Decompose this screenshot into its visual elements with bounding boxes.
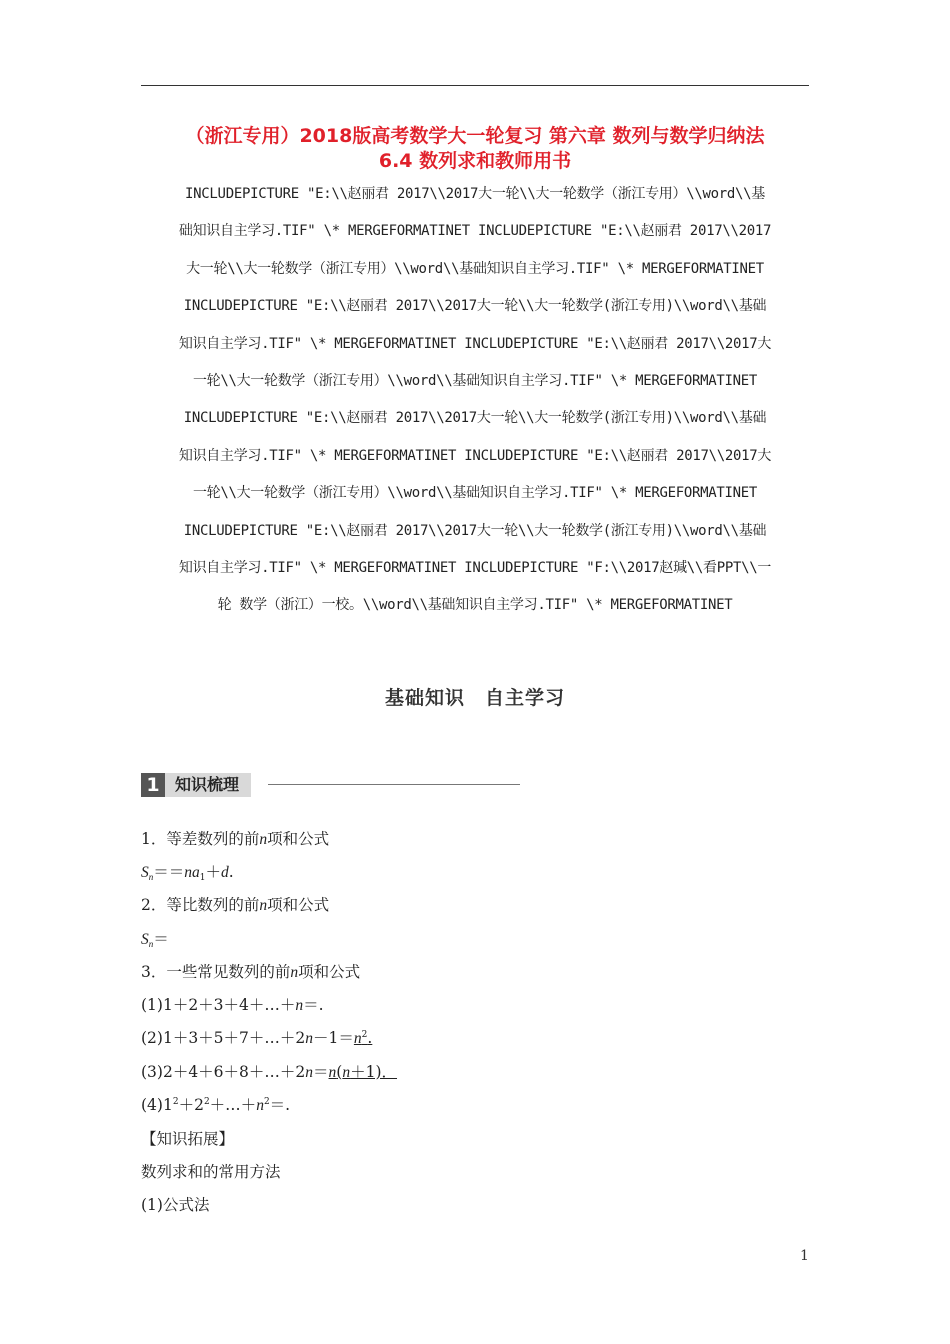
- item-1: [141, 827, 329, 849]
- title-line-1: （浙江专用）2018版高考数学大一轮复习 第六章 数列与数学归纳法: [185, 125, 765, 147]
- text: 3．一些常见数列的前: [141, 963, 291, 981]
- field-code-line: INCLUDEPICTURE "E:\\赵丽君 2017\\2017大一轮\\大一轮数学(浙江专用)\\word\\基础: [183, 298, 767, 315]
- field-code-line: 础知识自主学习.TIF" \* MERGEFORMATINET INCLUDEPICTURE "E:\\赵丽君 2017\\2017: [178, 223, 772, 240]
- text: 项和公式: [267, 896, 330, 914]
- math-var: n: [305, 1064, 314, 1081]
- field-code-line: INCLUDEPICTURE "E:\\赵丽君 2017\\2017大一轮\\大一轮数学(浙江专用)\\word\\基础: [183, 410, 767, 427]
- math-subscript: 1: [199, 873, 206, 883]
- math-var: S: [141, 864, 149, 881]
- text: －1＝: [313, 1029, 354, 1047]
- text: (3)2＋4＋6＋8＋…＋2: [141, 1063, 306, 1081]
- field-code-line: INCLUDEPICTURE "E:\\赵丽君 2017\\2017大一轮\\大一轮数学（浙江专用）\\word\\基: [185, 186, 765, 202]
- field-code-line: 知识自主学习.TIF" \* MERGEFORMATINET INCLUDEPICTURE "E:\\赵丽君 2017\\2017大: [178, 447, 772, 464]
- field-code-line: 一轮\\大一轮数学（浙江专用）\\word\\基础知识自主学习.TIF" \* MERGEFORMATINET: [192, 373, 758, 390]
- field-code-line: 大一轮\\大一轮数学（浙江专用）\\word\\基础知识自主学习.TIF" \* MERGEFORMATINET: [186, 260, 764, 277]
- text: ＋2: [178, 1096, 204, 1114]
- field-code-line: 轮 数学（浙江）一校。\\word\\基础知识自主学习.TIF" \* MERGEFORMATINET: [217, 597, 733, 614]
- math-superscript: 2: [263, 1097, 270, 1107]
- item-2-formula: [141, 927, 169, 949]
- document-title: [141, 124, 809, 174]
- math-var: d: [221, 864, 229, 881]
- methods-title: 数列求和的常用方法: [141, 1163, 281, 1181]
- badge-label: 知识梳理: [165, 773, 251, 797]
- section-heading: 基础知识 自主学习: [384, 687, 565, 709]
- text: .: [228, 863, 234, 881]
- math-var: n: [342, 1064, 351, 1081]
- formula-4: [141, 1093, 290, 1115]
- field-code-line: INCLUDEPICTURE "E:\\赵丽君 2017\\2017大一轮\\大一轮数学(浙江专用)\\word\\基础: [183, 522, 767, 539]
- math-superscript: 2: [361, 1030, 368, 1040]
- text: (4)1: [141, 1096, 173, 1114]
- formula-2: [141, 1026, 372, 1048]
- field-code-line: 一轮\\大一轮数学（浙江专用）\\word\\基础知识自主学习.TIF" \* MERGEFORMATINET: [192, 485, 758, 502]
- math-superscript: 2: [203, 1097, 210, 1107]
- text: (2)1＋3＋5＋7＋…＋2: [141, 1029, 306, 1047]
- text: ＝.: [303, 996, 324, 1014]
- field-code-line: 知识自主学习.TIF" \* MERGEFORMATINET INCLUDEPICTURE "E:\\赵丽君 2017\\2017大: [178, 335, 772, 352]
- math-superscript: 2: [172, 1097, 179, 1107]
- text: ＝＝: [153, 863, 185, 881]
- math-subscript: n: [148, 939, 154, 949]
- formula-3: [141, 1060, 397, 1082]
- text: ＝.: [269, 1096, 291, 1114]
- page-number: 1: [800, 1248, 809, 1264]
- item-1-formula: [141, 860, 234, 883]
- text: 1．等差数列的前: [141, 830, 260, 848]
- badge-number: 1: [141, 773, 165, 797]
- text: .: [367, 1029, 373, 1047]
- text: 项和公式: [298, 963, 361, 981]
- title-line-2: 6.4 数列求和教师用书: [378, 150, 572, 172]
- text: 项和公式: [267, 830, 330, 848]
- field-code-line: 知识自主学习.TIF" \* MERGEFORMATINET INCLUDEPICTURE "F:\\2017赵瑊\\看PPT\\一: [178, 560, 772, 577]
- text: ＝: [313, 1063, 329, 1081]
- math-var: n: [353, 1030, 362, 1047]
- text: (1)1＋2＋3＋4＋…＋: [141, 996, 296, 1014]
- math-var: n: [295, 997, 304, 1014]
- top-rule: [141, 85, 809, 86]
- math-var: na: [184, 864, 200, 881]
- math-var: S: [141, 931, 149, 948]
- text: ＋…＋: [209, 1096, 257, 1114]
- method-1: (1)公式法: [141, 1196, 210, 1214]
- field-code-block: [141, 176, 809, 625]
- badge-rule: [268, 784, 520, 785]
- knowledge-extension-heading: 【知识拓展】: [141, 1130, 235, 1148]
- item-2: [141, 893, 329, 915]
- math-var: n: [328, 1064, 337, 1081]
- answer-underline: [329, 1063, 397, 1081]
- math-var: n: [305, 1030, 314, 1047]
- text: (: [336, 1063, 343, 1081]
- math-var: n: [259, 831, 268, 848]
- item-3: [141, 960, 360, 982]
- math-var: n: [259, 897, 268, 914]
- math-var: n: [256, 1097, 264, 1114]
- formula-1: [141, 993, 324, 1015]
- text: ＋1)．: [350, 1063, 398, 1081]
- math-subscript: n: [148, 872, 154, 882]
- text: ＝: [153, 930, 169, 948]
- text: ＋: [205, 863, 222, 881]
- text: 2．等比数列的前: [141, 896, 260, 914]
- math-var: n: [290, 964, 299, 981]
- answer-underline: [354, 1029, 372, 1047]
- section-badge: [141, 773, 251, 797]
